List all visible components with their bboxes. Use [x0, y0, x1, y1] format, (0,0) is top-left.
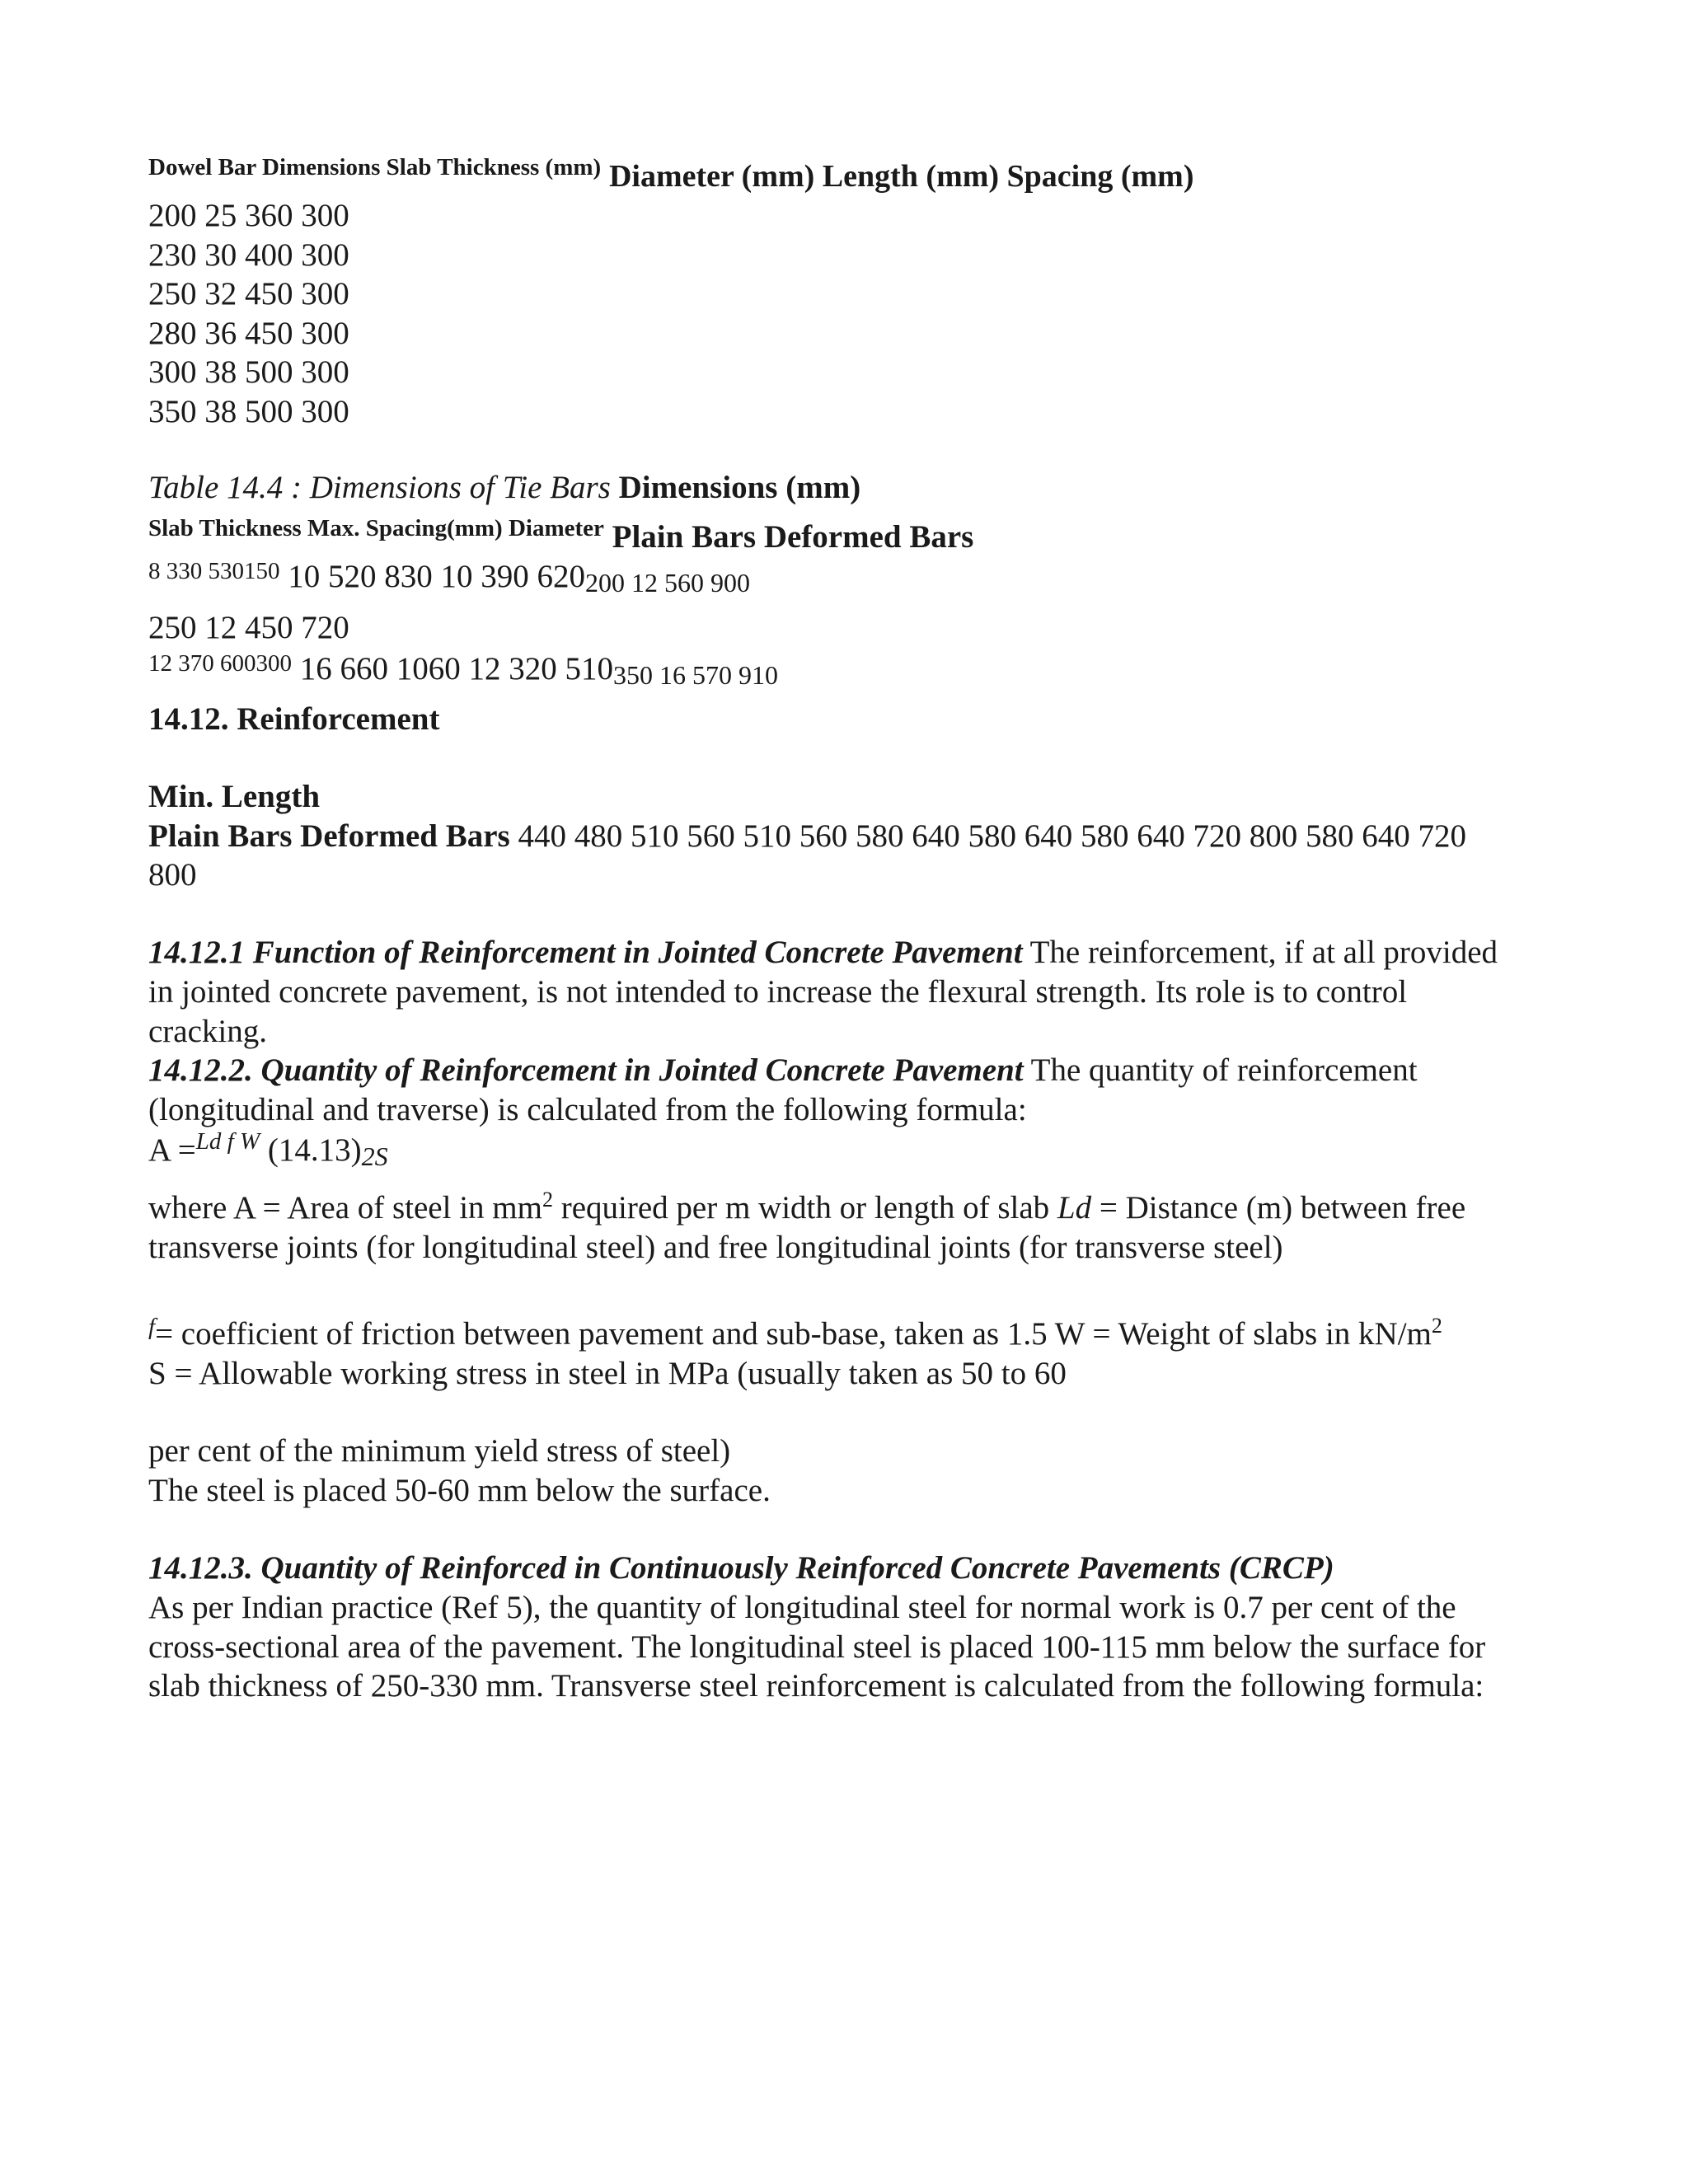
formula-14-13: [148, 1128, 388, 1173]
tie-table-row: 250 12 450 720: [148, 610, 349, 645]
tie-table-header-small: Slab Thickness Max. Spacing(mm) Diameter: [148, 515, 604, 541]
formula-lhs: A =: [148, 1132, 196, 1168]
text-14-12-1-line1: The reinforcement, if at all provided: [1029, 935, 1498, 970]
text-14-12-3-line1: As per Indian practice (Ref 5), the quantity of longitudinal steel for normal work is 0.7 per cent of the: [148, 1590, 1456, 1625]
heading-14-12-1: 14.12.1 Function of Reinforcement in Jointed Concrete Pavement: [148, 935, 1023, 970]
dowel-table-caption: Dowel Bar Dimensions Slab Thickness (mm): [148, 154, 602, 180]
ld-symbol: Ld: [1057, 1190, 1092, 1226]
dowel-table-headers: Diameter (mm) Length (mm) Spacing (mm): [608, 159, 1194, 194]
where-text-b: required per m width or length of slab: [560, 1190, 1050, 1226]
tie-table-caption-italic: Table 14.4 : Dimensions of Tie Bars: [148, 470, 611, 505]
dowel-table-row: 280 36 450 300: [148, 316, 349, 351]
tie-row-tail: 200 12 560 900: [585, 568, 750, 598]
dowel-table-header: [148, 145, 1194, 194]
tie-table-header-large: Plain Bars Deformed Bars: [612, 519, 974, 555]
text-14-12-3-line2: cross-sectional area of the pavement. The longitudinal steel is placed 100-115 mm below the surface for: [148, 1629, 1486, 1665]
superscript-2: 2: [1431, 1314, 1442, 1338]
friction-text: = coefficient of friction between pavement and sub-base, taken as 1.5 W = Weight of slabs in kN/m: [155, 1316, 1432, 1352]
dowel-table-row: 200 25 360 300: [148, 198, 349, 233]
dowel-table-row: 230 30 400 300: [148, 237, 349, 273]
tie-row-large: 16 660 1060 12 320 510: [299, 651, 613, 687]
tie-table-row: [148, 649, 778, 691]
formula-numerator: Ld f W: [195, 1128, 260, 1155]
tie-table-header: [148, 506, 974, 555]
text-14-12-3-line3: slab thickness of 250-330 mm. Transverse steel reinforcement is calculated from the following formula:: [148, 1668, 1484, 1704]
paragraph-14-12-2: [148, 1051, 1418, 1090]
text-14-12-2-line2: (longitudinal and traverse) is calculated from the following formula:: [148, 1092, 1027, 1127]
section-heading-14-12: 14.12. Reinforcement: [148, 701, 440, 737]
dowel-table-row: 250 32 450 300: [148, 276, 349, 312]
where-line1: [148, 1188, 1465, 1228]
min-length-values-line2: 800: [148, 857, 197, 893]
tie-row-large: 10 520 830 10 390 620: [288, 559, 585, 594]
paragraph-14-12-1: [148, 933, 1498, 972]
min-length-values-line1: 440 480 510 560 510 560 580 640 580 640 580 640 720 800 580 640 720: [518, 818, 1466, 854]
heading-14-12-2: 14.12.2. Quantity of Reinforcement in Jointed Concrete Pavement: [148, 1052, 1024, 1088]
per-cent-line: per cent of the minimum yield stress of steel): [148, 1433, 731, 1469]
tie-table-caption: [148, 468, 860, 508]
tie-row-small: 12 370 600300: [148, 650, 292, 677]
placed-line: The steel is placed 50-60 mm below the surface.: [148, 1473, 771, 1508]
min-length-label: Min. Length: [148, 779, 321, 814]
text-14-12-2-line1: The quantity of reinforcement: [1030, 1052, 1418, 1088]
min-length-values: [148, 817, 1466, 856]
friction-line: [148, 1315, 1442, 1357]
formula-number: (14.13): [267, 1132, 362, 1168]
dowel-table-row: 350 38 500 300: [148, 394, 349, 429]
tie-table-caption-bold: Dimensions (mm): [618, 470, 861, 505]
where-text-c: = Distance (m) between free: [1099, 1190, 1466, 1226]
stress-line: S = Allowable working stress in steel in MPa (usually taken as 50 to 60: [148, 1356, 1067, 1391]
tie-row-small: 8 330 530150: [148, 558, 280, 584]
text-14-12-1-line2: in jointed concrete pavement, is not intended to increase the flexural strength. Its role is to control: [148, 974, 1408, 1010]
dowel-table-row: 300 38 500 300: [148, 354, 349, 390]
superscript-2: 2: [542, 1188, 553, 1212]
heading-14-12-3: 14.12.3. Quantity of Reinforced in Continuously Reinforced Concrete Pavements (CRCP): [148, 1550, 1334, 1586]
plain-deformed-label: Plain Bars Deformed Bars: [148, 818, 510, 854]
where-line2: transverse joints (for longitudinal steel) and free longitudinal joints (for transverse steel): [148, 1230, 1283, 1265]
text-14-12-1-line3: cracking.: [148, 1014, 268, 1049]
f-symbol: f: [148, 1314, 156, 1340]
where-text-a: where A = Area of steel in mm: [148, 1190, 542, 1226]
tie-row-tail: 350 16 570 910: [613, 660, 778, 690]
tie-table-row: [148, 557, 750, 599]
formula-denominator: 2S: [361, 1141, 388, 1171]
